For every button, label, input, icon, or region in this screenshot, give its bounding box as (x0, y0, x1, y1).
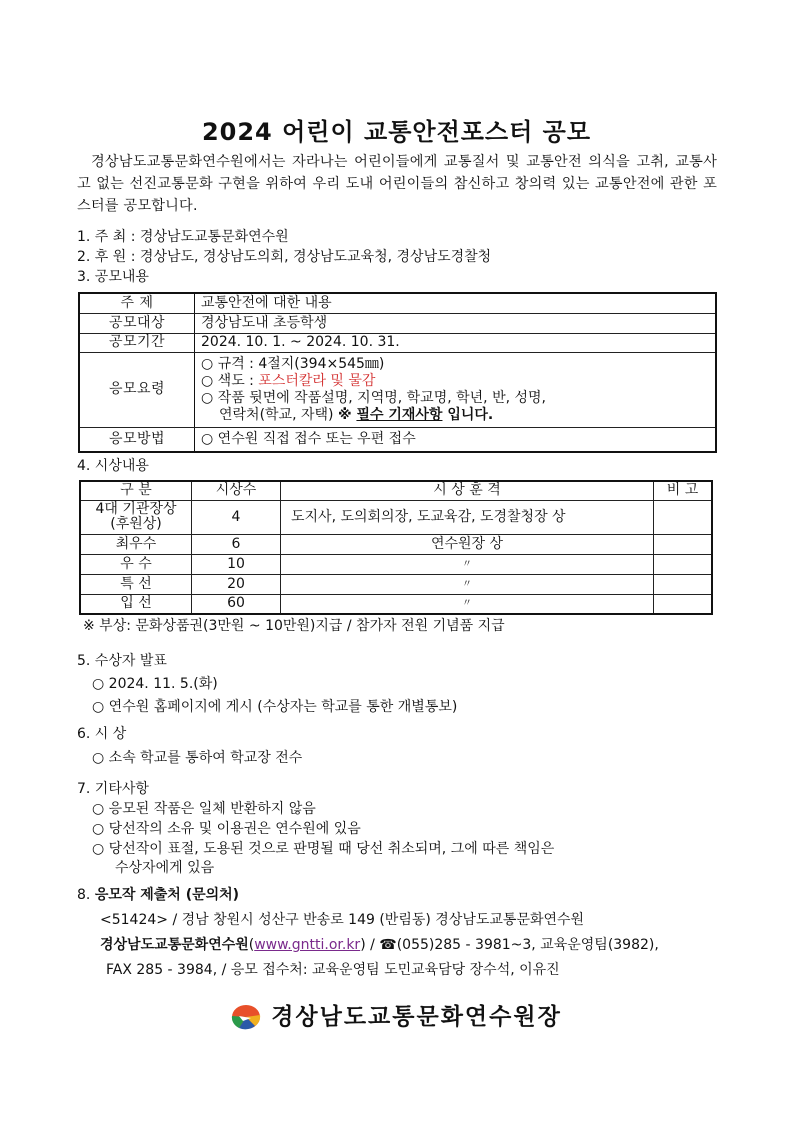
guideline-contact: 연락처(학교, 자택) (219, 406, 338, 423)
note-mark: ※ (337, 406, 357, 423)
contact-phone: / ☎(055)285 - 3981~3, 교육운영팀(3982), (365, 937, 659, 953)
cell-count: 4 (192, 500, 281, 534)
guideline-back-2 (201, 407, 709, 424)
intro-text: 경상남도교통문화연수원에서는 자라나는 어린이들에게 교통질서 및 교통안전 의식을 고취, 교통사고 없는 선진교통문화 구현을 위하여 우리 도내 어린이들의 참신하고 창의력 있는 교통안전에 관한 포스터를 공모합니다. (77, 154, 717, 214)
row-value-guidelines (195, 352, 717, 427)
contact-address: <51424> / 경남 창원시 성산구 반송로 149 (반림동) 경상남도교통문화연수원 (100, 912, 585, 928)
announcement-item: ○ 연수원 홈페이지에 게시 (수상자는 학교를 통한 개별통보) (92, 699, 458, 715)
row-value: 2024. 10. 1. ~ 2024. 10. 31. (195, 333, 717, 352)
cell-category (80, 500, 192, 534)
category-label: 4대 기관장상 (95, 501, 177, 517)
other-item-cont: 수상자에게 있음 (115, 860, 215, 876)
header-note: 비 고 (654, 481, 713, 500)
guideline-back: ○ 작품 뒷면에 작품설명, 지역명, 학교명, 학년, 반, 성명, (201, 389, 546, 406)
guideline-color-label: ○ 색도 : (201, 372, 259, 389)
row-key: 응모요령 (79, 352, 195, 427)
row-key: 응모방법 (79, 427, 195, 452)
cell-category: 우 수 (80, 554, 192, 574)
section-host: 1. 주 최 : 경상남도교통문화연수원 (77, 229, 289, 245)
section-contact-heading (77, 886, 239, 905)
cell-category: 특 선 (80, 574, 192, 594)
row-value: 교통안전에 대한 내용 (195, 293, 717, 313)
contact-org-line (100, 936, 659, 955)
required-note: 필수 기재사항 (356, 406, 443, 423)
row-value: 경상남도내 초등학생 (195, 313, 717, 333)
contest-table (78, 292, 717, 453)
guideline-color (201, 373, 709, 390)
cell-award: 도지사, 도의회의장, 도교육감, 도경찰청장 상 (281, 500, 654, 534)
table-row (80, 500, 712, 534)
contact-fax: FAX 285 - 3984, / 응모 접수처: 교육운영팀 도민교육담당 장수석, 이유진 (106, 962, 560, 978)
other-item: ○ 당선작의 소유 및 이용권은 연수원에 있음 (92, 821, 361, 837)
cell-note (654, 534, 713, 554)
section-title: 응모작 제출처 (문의처) (94, 887, 240, 903)
row-key: 공모대상 (79, 313, 195, 333)
announcement-item: ○ 2024. 11. 5.(화) (92, 676, 218, 692)
section-number: 8. (77, 887, 95, 903)
row-value: ○ 연수원 직접 접수 또는 우편 접수 (195, 427, 717, 452)
award-footnote: ※ 부상: 문화상품권(3만원 ~ 10만원)지급 / 참가자 전원 기념품 지급 (83, 618, 505, 634)
section-ceremony-heading: 6. 시 상 (77, 726, 127, 742)
table-row (79, 293, 716, 313)
cell-award: 〃 (281, 574, 654, 594)
table-row (80, 594, 712, 614)
website-link[interactable]: www.gntti.or.kr (254, 937, 361, 953)
signature (0, 998, 793, 1036)
cell-note (654, 574, 713, 594)
contact-org: 경상남도교통문화연수원 (100, 937, 249, 953)
cell-note (654, 594, 713, 614)
signature-text: 경상남도교통문화연수원장 (271, 1004, 562, 1030)
cell-category: 최우수 (80, 534, 192, 554)
guideline-size: ○ 규격 : 4절지(394×545㎜) (201, 355, 385, 372)
section-contest-heading: 3. 공모내용 (77, 269, 149, 285)
cell-note (654, 554, 713, 574)
other-item: ○ 당선작이 표절, 도용된 것으로 판명될 때 당선 취소되며, 그에 따른 책임은 (92, 841, 555, 857)
table-row (79, 352, 716, 427)
cell-award: 연수원장 상 (281, 534, 654, 554)
header-count: 시상수 (192, 481, 281, 500)
guideline-color-value: 포스터칼라 및 물감 (258, 372, 376, 389)
institute-logo-icon (231, 1004, 261, 1036)
table-row (80, 554, 712, 574)
section-sponsor: 2. 후 원 : 경상남도, 경상남도의회, 경상남도교육청, 경상남도경찰청 (77, 249, 492, 265)
cell-count: 20 (192, 574, 281, 594)
page-title: 2024 어린이 교통안전포스터 공모 (201, 118, 592, 146)
section-announcement-heading: 5. 수상자 발표 (77, 653, 167, 669)
row-key: 공모기간 (79, 333, 195, 352)
cell-count: 60 (192, 594, 281, 614)
category-sub: (후원상) (110, 516, 162, 532)
cell-count: 10 (192, 554, 281, 574)
note-tail: 입니다. (442, 406, 494, 423)
paren-open: ( (248, 937, 255, 953)
cell-award: 〃 (281, 554, 654, 574)
cell-category: 입 선 (80, 594, 192, 614)
header-category: 구 분 (80, 481, 192, 500)
award-table (79, 480, 713, 615)
ceremony-item: ○ 소속 학교를 통하여 학교장 전수 (92, 750, 303, 766)
section-other-heading: 7. 기타사항 (77, 781, 149, 797)
cell-award: 〃 (281, 594, 654, 614)
other-item: ○ 응모된 작품은 일체 반환하지 않음 (92, 801, 316, 817)
table-header-row (80, 481, 712, 500)
header-award: 시 상 훈 격 (281, 481, 654, 500)
table-row (79, 333, 716, 352)
table-row (79, 427, 716, 452)
cell-count: 6 (192, 534, 281, 554)
row-key: 주 제 (79, 293, 195, 313)
intro-paragraph (77, 151, 717, 217)
paren-close: ) (360, 937, 366, 953)
table-row (80, 534, 712, 554)
table-row (80, 574, 712, 594)
table-row (79, 313, 716, 333)
cell-note (654, 500, 713, 534)
section-awards-heading: 4. 시상내용 (77, 458, 149, 474)
